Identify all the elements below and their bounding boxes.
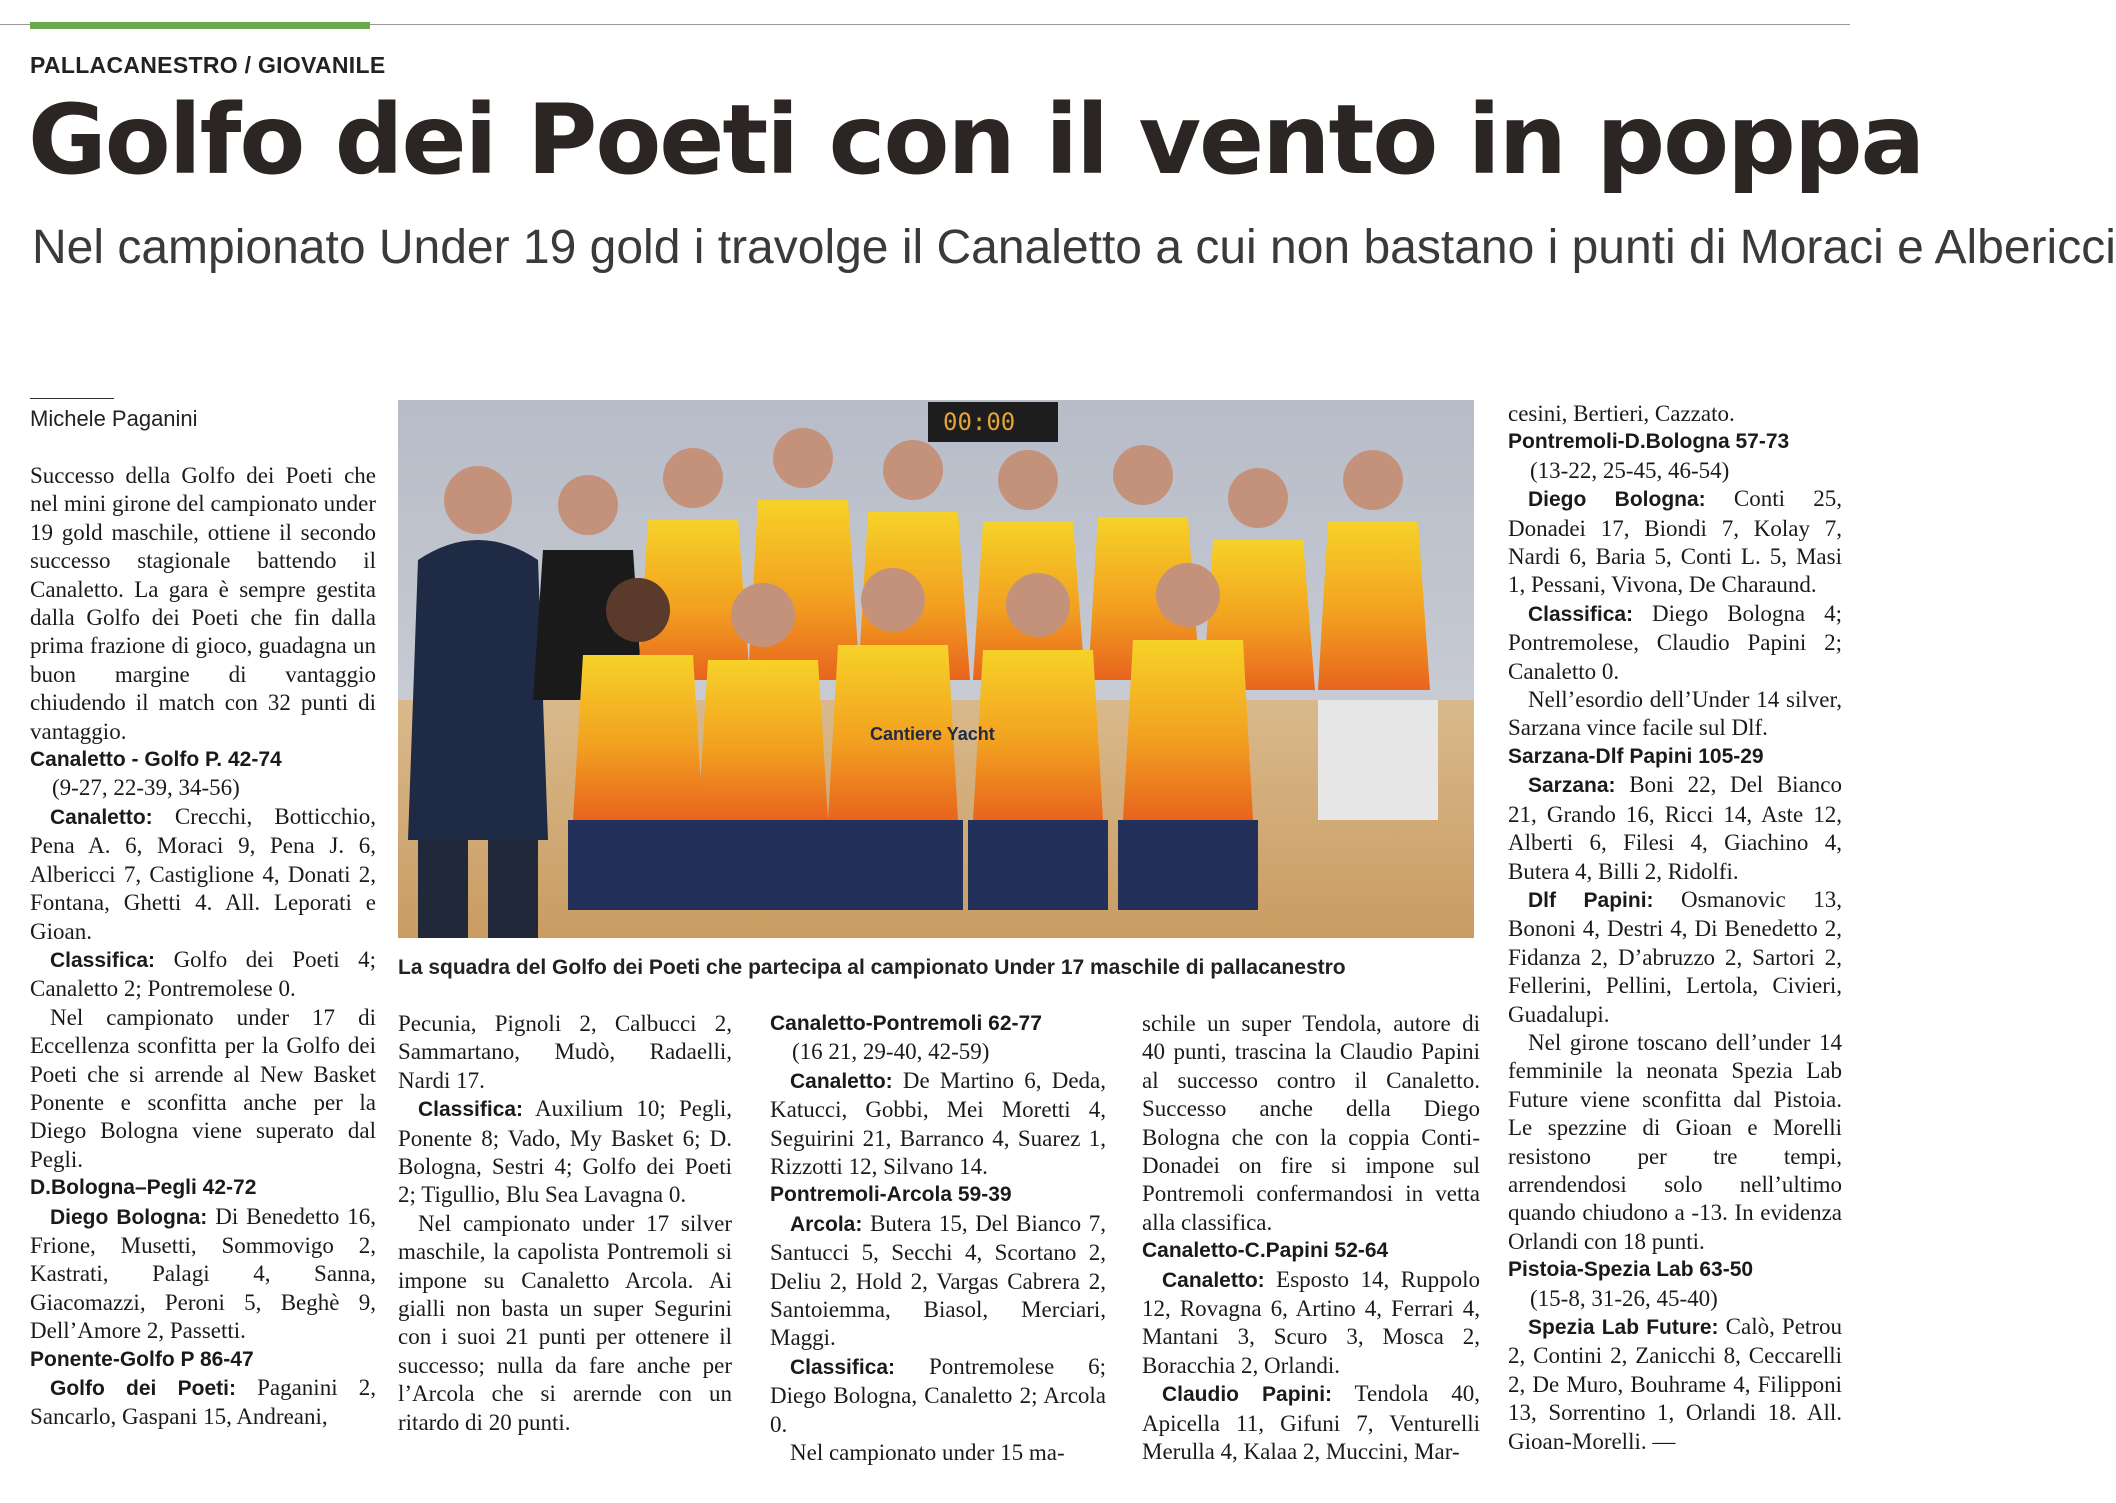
- team-name: Diego Bologna:: [1528, 488, 1706, 512]
- scorers-list: Calò, Petrou 2, Contini 2, Zanicchi 8, Ceccarelli 2, De Muro, Bouhrame 4, Filipponi 13, Sorrentino 1, Orlandi 18. All. Gioan-Morelli. —: [1508, 1314, 1842, 1454]
- partial-scores: (15-8, 31-26, 45-40): [1530, 1285, 1718, 1311]
- scorers-list: Tendola 40, Apicella 11, Gifuni 7, Venturelli Merulla 4, Kalaa 2, Muccini, Mar-: [1142, 1381, 1480, 1465]
- team-scorers: [1508, 485, 1842, 600]
- team-scorers: [30, 803, 376, 946]
- paragraph: cesini, Bertieri, Cazzato.: [1508, 401, 1735, 426]
- paragraph: Successo della Golfo dei Poeti che nel mini girone del campionato under 19 gold maschile, ottiene il secondo successo stagionale battendo il Canaletto. La gara è sempre gestita dalla Golfo dei Poeti che fin dalla prima frazione di gioco, guadagna un buon margine di vantaggio chiudendo il match con 32 punti di vantaggio.: [30, 463, 376, 744]
- game-result-heading: Pontremoli-D.Bologna 57-73: [1508, 430, 1790, 454]
- scorers-list: Crecchi, Botticchio, Pena A. 6, Moraci 9, Pena J. 6, Albericci 7, Castiglione 4, Donati 2, Fontana, Ghetti 4. All. Leporati e Gioan.: [30, 803, 376, 944]
- standings: [398, 1095, 732, 1210]
- paragraph: Nel campionato under 15 ma-: [790, 1440, 1065, 1466]
- game-result-heading: Pontremoli-Arcola 59-39: [770, 1183, 1012, 1207]
- byline: Michele Paganini: [30, 406, 198, 431]
- team-scorers: [30, 1203, 376, 1346]
- standings-text: Auxilium 10; Pegli, Ponente 8; Vado, My Basket 6; D. Bologna, Sestri 4; Golfo dei Poeti 2; Tigullio, Blu Sea Lavagna 0.: [398, 1096, 732, 1208]
- team-name: Arcola:: [790, 1212, 863, 1236]
- partial-scores: (9-27, 22-39, 34-56): [52, 775, 240, 801]
- byline-rule: [30, 398, 114, 399]
- team-scorers: [770, 1067, 1106, 1182]
- team-scorers: [1508, 886, 1842, 1029]
- game-result-heading: Sarzana-Dlf Papini 105-29: [1508, 744, 1764, 768]
- scorers-list: Boni 22, Del Bianco 21, Grando 16, Ricci 14, Aste 12, Alberti 6, Filesi 4, Giachino 4, Butera 4, Billi 2, Ridolfi.: [1508, 772, 1842, 884]
- article-column-4: [1142, 1010, 1480, 1467]
- team-name: Claudio Papini:: [1162, 1383, 1333, 1407]
- standings-label: Classifica:: [50, 948, 156, 972]
- standings: [1508, 600, 1842, 686]
- team-scorers: [770, 1210, 1106, 1353]
- paragraph: schile un super Tendola, autore di 40 punti, trascina la Claudio Papini al successo contro il Canaletto. Successo anche della Diego Bologna che con la coppia Conti-Donadei on fire si impone sul Pontremoli confermandosi in vetta alla classifica.: [1142, 1011, 1480, 1235]
- standings-text: Pontremolese 6; Diego Bologna, Canaletto 2; Arcola 0.: [770, 1353, 1106, 1437]
- game-result-heading: D.Bologna–Pegli 42-72: [30, 1176, 257, 1200]
- team-scorers: [1142, 1266, 1480, 1381]
- team-name: Golfo dei Poeti:: [50, 1377, 236, 1400]
- article-column-1: [30, 462, 376, 1432]
- scorers-list: Butera 15, Del Bianco 7, Santucci 5, Secchi 4, Scortano 2, Deliu 2, Hold 2, Vargas Cabrera 2, Santoiemma, Biasol, Merciari, Maggi.: [770, 1210, 1106, 1351]
- paragraph: Nel girone toscano dell’under 14 femminile la neonata Spezia Lab Future viene sconfitta dal Pistoia. Le spezzine di Gioan e Morelli resistono per tre tempi, arrendendosi solo nell’ultimo quando chiudono a -13. In evidenza Orlandi con 18 punti.: [1508, 1029, 1842, 1254]
- standings-text: Golfo dei Poeti 4; Canaletto 2; Pontremolese 0.: [30, 946, 376, 1002]
- standings-label: Classifica:: [790, 1355, 896, 1379]
- scoreboard-display: 00:00: [943, 408, 1016, 436]
- team-name: Sarzana:: [1528, 774, 1616, 798]
- headline: Golfo dei Poeti con il vento in poppa: [28, 84, 1924, 196]
- game-result-heading: Pistoia-Spezia Lab 63-50: [1508, 1258, 1754, 1282]
- team-scorers: [1508, 1313, 1842, 1456]
- team-photo-illustration: [398, 400, 1474, 938]
- subheadline: Nel campionato Under 19 gold i travolge il Canaletto a cui non bastano i punti di Moraci e Albericci: [32, 221, 2116, 274]
- team-photo: [398, 400, 1474, 938]
- article-column-3: [770, 1010, 1106, 1468]
- team-name: Dlf Papini:: [1528, 888, 1654, 912]
- team-name: Canaletto:: [50, 805, 153, 829]
- scorers-list: Di Benedetto 16, Frione, Musetti, Sommovigo 2, Kastrati, Palagi 4, Sanna, Giacomazzi, Peroni 5, Beghè 9, Dell’Amore 2, Passetti.: [30, 1203, 377, 1344]
- game-result-heading: Canaletto-Pontremoli 62-77: [770, 1012, 1042, 1035]
- game-result-heading: Canaletto-C.Papini 52-64: [1142, 1239, 1389, 1263]
- team-scorers: [1142, 1380, 1480, 1466]
- paragraph: Nell’esordio dell’Under 14 silver, Sarzana vince facile sul Dlf.: [1508, 687, 1842, 741]
- standings-text: Diego Bologna 4; Pontremolese, Claudio Papini 2; Canaletto 0.: [1508, 600, 1842, 684]
- section-color-bar: [30, 22, 370, 29]
- standings-label: Classifica:: [1528, 602, 1634, 626]
- photo-caption: La squadra del Golfo dei Poeti che partecipa al campionato Under 17 maschile di pallacanestro: [398, 956, 1346, 979]
- team-scorers: [30, 1374, 376, 1432]
- team-name: Canaletto:: [1162, 1268, 1265, 1292]
- paragraph: Pecunia, Pignoli 2, Calbucci 2, Sammartano, Mudò, Radaelli, Nardi 17.: [398, 1011, 732, 1093]
- standings-label: Classifica:: [418, 1098, 524, 1122]
- paragraph: Nel campionato under 17 silver maschile, la capolista Pontremoli si impone su Canaletto Arcola. Ai gialli non basta un super Segurini con i suoi 21 punti per ottenere il successo; nulla da fare anche per l’Arcola che si arernde con un ritardo di 20 punti.: [398, 1210, 732, 1435]
- team-scorers: [1508, 771, 1842, 886]
- paragraph: Nel campionato under 17 di Eccellenza sconfitta per la Golfo dei Poeti che si arrende al New Basket Ponente e sconfitta anche per la Diego Bologna viene superato dal Pegli.: [30, 1004, 376, 1172]
- standings: [30, 946, 376, 1004]
- scorers-list: Conti 25, Donadei 17, Biondi 7, Kolay 7, Nardi 6, Baria 5, Conti L. 5, Masi 1, Pessani, Vivona, De Charaund.: [1508, 486, 1843, 598]
- article-column-5: [1508, 400, 1842, 1456]
- standings: [770, 1353, 1106, 1439]
- team-name: Diego Bologna:: [50, 1205, 208, 1229]
- scorers-list: De Martino 6, Deda, Katucci, Gobbi, Mei Moretti 4, Seguirini 21, Barranco 4, Suarez 1, Rizzotti 12, Silvano 14.: [770, 1067, 1106, 1180]
- partial-scores: (13-22, 25-45, 46-54): [1530, 457, 1730, 483]
- section-label: PALLACANESTRO / GIOVANILE: [30, 52, 386, 78]
- game-result-heading: Ponente-Golfo P 86-47: [30, 1347, 254, 1371]
- scorers-list: Esposto 14, Ruppolo 12, Rovagna 6, Artino 4, Ferrari 4, Mantani 3, Scuro 3, Mosca 2, Boracchia 2, Orlandi.: [1142, 1266, 1480, 1378]
- partial-scores: (16 21, 29-40, 42-59): [792, 1039, 990, 1065]
- jersey-logo: Cantiere Yacht: [870, 724, 995, 744]
- team-name: Canaletto:: [790, 1069, 893, 1093]
- scorers-list: Osmanovic 13, Bononi 4, Destri 4, Di Benedetto 2, Fidanza 2, D’abruzzo 2, Sartori 2, Fellerini, Pellini, Lertola, Civieri, Guadalupi.: [1508, 886, 1842, 1027]
- article-column-2: [398, 1010, 732, 1437]
- game-result-heading: Canaletto - Golfo P. 42-74: [30, 748, 282, 772]
- scorers-list: Paganini 2, Sancarlo, Gaspani 15, Andreani,: [30, 1375, 376, 1430]
- team-name: Spezia Lab Future:: [1528, 1316, 1719, 1339]
